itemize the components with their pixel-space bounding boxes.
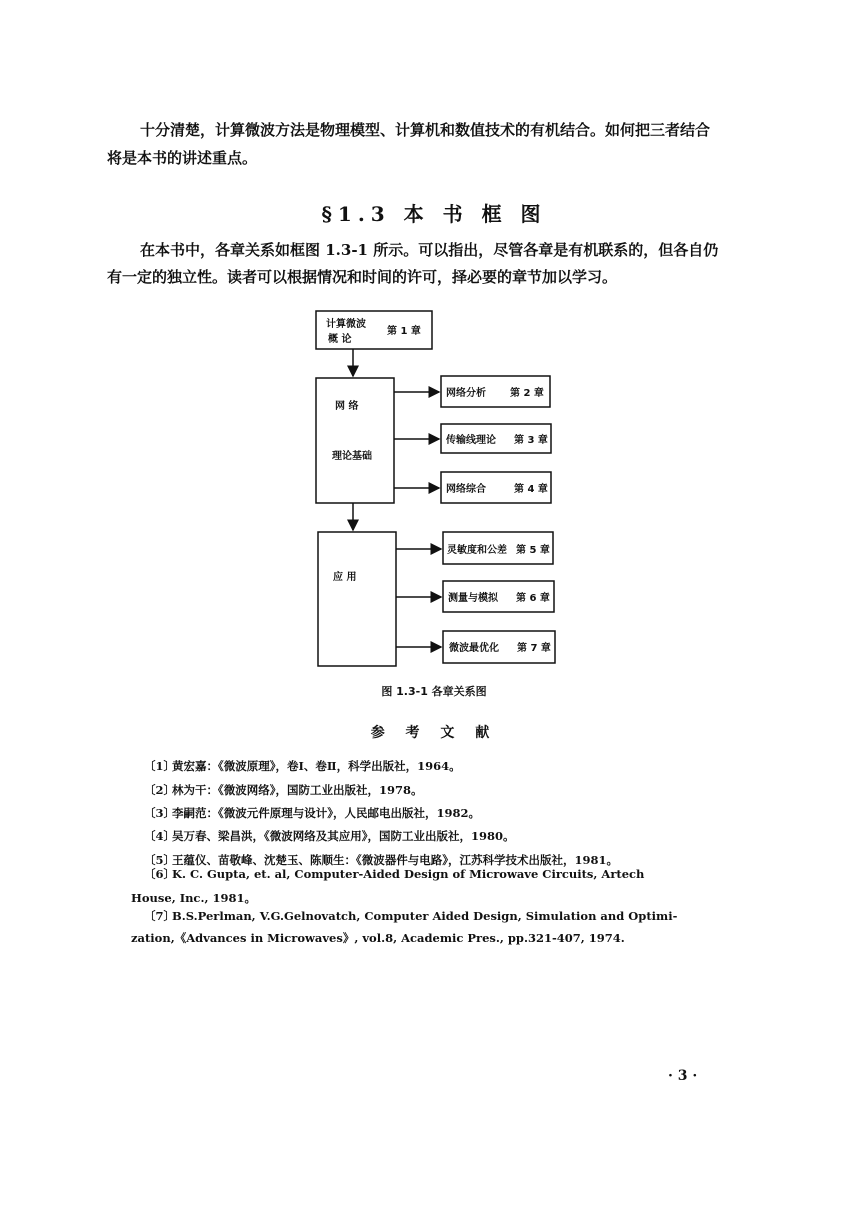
reference-text: 黄宏嘉：《微波原理》，卷Ⅰ、卷Ⅱ，科学出版社，1964。 bbox=[172, 759, 461, 773]
reference-number: 〔5〕 bbox=[144, 853, 176, 867]
chapter-2-name: 网络分析 bbox=[446, 388, 486, 399]
section-title: §1.3 本 书 框 图 bbox=[321, 202, 547, 226]
chapter-5-num: 第 5 章 bbox=[516, 545, 550, 556]
reference-6-continued: House, Inc., 1981。 bbox=[131, 891, 256, 905]
reference-number: 〔3〕 bbox=[144, 806, 176, 820]
reference-text: 王蕴仪、苗敬峰、沈楚玉、陈顺生：《微波器件与电路》，江苏科学技术出版社，1981。 bbox=[172, 853, 619, 867]
chapter-7-name: 微波最优化 bbox=[449, 643, 499, 654]
overview-label-1: 计算微波 bbox=[326, 319, 366, 330]
chapter-2-num: 第 2 章 bbox=[510, 388, 544, 399]
chapter-4-num: 第 4 章 bbox=[514, 484, 548, 495]
network-label-2: 理论基础 bbox=[332, 451, 372, 462]
reference-number: 〔7〕 bbox=[144, 909, 176, 923]
reference-7-continued: zation,《Advances in Microwaves》, vol.8, Academic Pres., pp.321-407, 1974. bbox=[131, 931, 625, 945]
reference-3 bbox=[144, 805, 480, 821]
body-line-2: 有一定的独立性。读者可以根据情况和时间的许可，择必要的章节加以学习。 bbox=[107, 268, 618, 286]
reference-1 bbox=[144, 758, 461, 774]
chapter-6-num: 第 6 章 bbox=[516, 593, 550, 604]
reference-number: 〔1〕 bbox=[144, 759, 176, 773]
chapter-3-num: 第 3 章 bbox=[514, 435, 548, 446]
reference-2 bbox=[144, 782, 423, 798]
page-number: · 3 · bbox=[668, 1068, 698, 1084]
overview-chapter: 第 1 章 bbox=[387, 326, 421, 337]
overview-label-2: 概 论 bbox=[328, 334, 352, 345]
network-label-1: 网 络 bbox=[335, 401, 359, 412]
intro-line-2: 将是本书的讲述重点。 bbox=[107, 149, 258, 167]
chapter-4-name: 网络综合 bbox=[446, 484, 486, 495]
figure-caption: 图 1.3-1 各章关系图 bbox=[381, 685, 487, 698]
references-title: 参 考 文 献 bbox=[370, 725, 498, 741]
reference-number: 〔2〕 bbox=[144, 783, 176, 797]
application-box bbox=[318, 532, 396, 666]
chapter-7-num: 第 7 章 bbox=[517, 643, 551, 654]
reference-number: 〔4〕 bbox=[144, 829, 176, 843]
reference-4 bbox=[144, 828, 515, 844]
reference-text: K. C. Gupta, et. al, Computer-Aided Design of Microwave Circuits, Artech bbox=[172, 867, 645, 881]
reference-text: 李嗣范：《微波元件原理与设计》，人民邮电出版社，1982。 bbox=[172, 806, 481, 820]
reference-text: 林为干：《微波网络》，国防工业出版社，1978。 bbox=[172, 783, 423, 797]
body-line-1: 在本书中，各章关系如框图 1.3-1 所示。可以指出，尽管各章是有机联系的，但各自仍 bbox=[140, 241, 719, 259]
reference-text: 吴万春、梁昌洪，《微波网络及其应用》，国防工业出版社，1980。 bbox=[172, 829, 515, 843]
chapter-6-name: 测量与模拟 bbox=[448, 593, 498, 604]
intro-line-1: 十分清楚，计算微波方法是物理模型、计算机和数值技术的有机结合。如何把三者结合 bbox=[140, 121, 711, 139]
reference-7 bbox=[144, 908, 677, 924]
reference-text: B.S.Perlman, V.G.Gelnovatch, Computer Aided Design, Simulation and Optimi- bbox=[172, 909, 678, 923]
chapter-3-name: 传输线理论 bbox=[446, 435, 496, 446]
reference-number: 〔6〕 bbox=[144, 867, 176, 881]
reference-6 bbox=[144, 866, 644, 882]
application-label: 应 用 bbox=[333, 572, 357, 583]
chapter-5-name: 灵敏度和公差 bbox=[447, 545, 507, 556]
network-theory-box bbox=[316, 378, 394, 503]
